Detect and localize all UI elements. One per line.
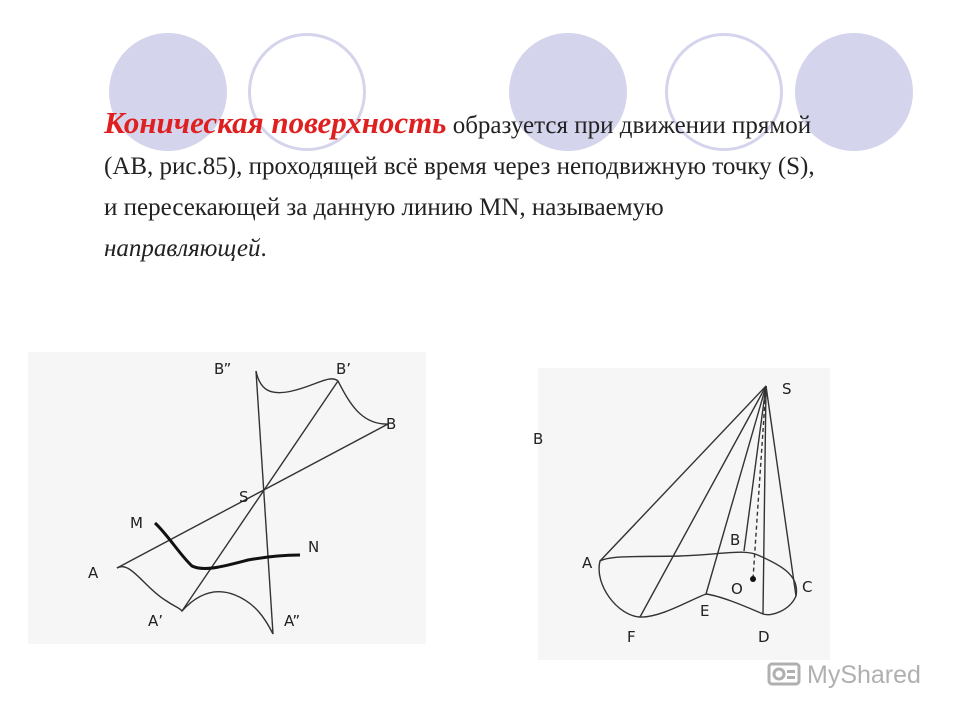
base-curve [599,552,796,617]
label-n: N [308,538,320,556]
generator-sf [640,386,766,617]
label-b1: B’ [336,360,352,378]
label-c: C [802,578,813,596]
slide-heading: Коническая поверхность [104,105,447,140]
watermark [767,655,921,695]
label-o: O [731,580,743,598]
label-s: S [239,488,249,506]
generator-sc [766,386,796,596]
label-b2: B” [214,360,232,378]
label-f: F [627,628,636,646]
generator-sd [763,386,766,614]
label-s2: S [782,380,792,398]
label-b: B [386,415,397,433]
label-b-side: B [533,430,544,448]
label-a: A [88,564,99,582]
label-a1: A’ [148,612,164,630]
label-a2-point: A [582,554,593,572]
projector-icon [767,660,801,690]
label-a2: A” [284,612,301,630]
label-b2-point: B [730,531,741,549]
slide-body: образуется при движении прямой (AB, рис.85), проходящей всё время через неподвижную точку (S), и пересекающей за данную линию MN, называемую [104,112,815,221]
slide-term: направляющей [104,235,261,262]
slide-body-end: . [260,235,267,262]
watermark-text: MyShared [807,660,921,689]
generator-sb [744,386,766,551]
label-d: D [758,628,770,646]
label-m: M [130,514,143,532]
label-e: E [700,602,710,620]
center-point-o [750,576,756,582]
